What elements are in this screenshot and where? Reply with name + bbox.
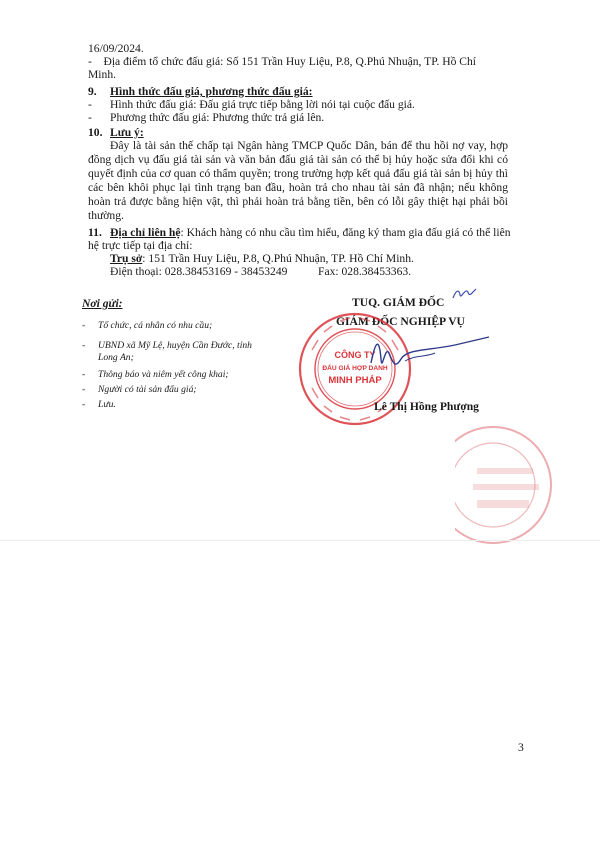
section-10-number: 10. <box>88 126 103 139</box>
phone-number: Điện thoại: 028.38453169 - 38453249 <box>110 265 288 278</box>
section-11-text-cont: hệ trực tiếp tại địa chỉ: <box>88 239 193 252</box>
section-9-line-2: Phương thức đấu giá: Phương thức trả giá lên. <box>110 111 325 124</box>
signer-name: Lê Thị Hồng Phượng <box>374 400 479 413</box>
auction-location: - Địa điểm tổ chức đấu giá: Số 151 Trần Huy Liệu, P.8, Q.Phú Nhuận, TP. Hồ Chí <box>88 55 477 68</box>
recipient-2: UBND xã Mỹ Lệ, huyện Cần Đước, tỉnh <box>98 340 252 351</box>
section-9-dash-2: - <box>88 111 92 124</box>
signature-title-2: GIÁM ĐỐC NGHIỆP VỤ <box>336 315 465 328</box>
page-divider <box>0 540 600 541</box>
recipient-4: Người có tài sản đấu giá; <box>98 384 197 395</box>
recipient-dash-1: - <box>82 320 86 331</box>
page-number: 3 <box>518 741 524 754</box>
section-9-dash-1: - <box>88 98 92 111</box>
section-11-title: Địa chỉ liên hệ <box>110 226 181 239</box>
date-tail: 16/09/2024. <box>88 42 144 55</box>
recipient-1: Tổ chức, cá nhân có nhu cầu; <box>98 320 213 331</box>
recipients-title: Nơi gửi: <box>82 297 123 310</box>
signature-icon <box>365 325 495 395</box>
partial-seal-icon <box>455 420 555 550</box>
stamp-line-3: MINH PHÁP <box>328 375 382 386</box>
stamp-line-2: ĐẤU GIÁ HỢP DANH <box>322 365 388 372</box>
recipient-dash-5: - <box>82 399 86 410</box>
recipient-2-cont: Long An; <box>98 352 134 363</box>
office-address: : 151 Trần Huy Liệu, P.8, Q.Phú Nhuận, TP. Hồ Chí Minh. <box>142 252 414 265</box>
section-11-text: : Khách hàng có nhu cầu tìm hiểu, đăng ký tham gia đấu giá có thể liên <box>180 226 511 239</box>
section-11-number: 11. <box>88 226 102 239</box>
recipient-dash-2: - <box>82 340 86 351</box>
section-10-body: Đây là tài sản thế chấp tại Ngân hàng TMCP Quốc Dân, bán để thu hồi nợ vay, hợp đồng dịch vụ đấu giá tài sản và văn bản đấu giá tài sản có thể bị hủy hoặc sửa đổi khi có quyết định của cơ quan có thẩm quyền; trong trường hợp kết quả đấu giá tài sản bị hủy thì các bên khôi phục lại tình trạng ban đầu, hoàn trả cho nhau tài sản đã nhận; nếu không hoàn trả được bằng hiện vật, thì phải hoàn trả bằng tiền, bên có lỗi gây thiệt hại phải bồi thường. <box>88 139 508 222</box>
stamp-line-1: CÔNG TY <box>334 350 376 360</box>
office-label: Trụ sở <box>110 252 143 265</box>
auction-location-cont: Minh. <box>88 68 117 81</box>
recipient-dash-4: - <box>82 384 86 395</box>
signature-title-1: TUQ. GIÁM ĐỐC <box>352 296 445 309</box>
initial-mark-icon <box>450 286 480 302</box>
recipient-dash-3: - <box>82 369 86 380</box>
office-line <box>110 252 414 266</box>
section-11-line <box>110 226 511 240</box>
section-9-line-1: Hình thức đấu giá: Đấu giá trực tiếp bằng lời nói tại cuộc đấu giá. <box>110 98 415 111</box>
section-9-title: Hình thức đấu giá, phương thức đấu giá: <box>110 85 313 98</box>
fax-number: Fax: 028.38453363. <box>318 265 412 278</box>
section-10-title: Lưu ý: <box>110 126 144 139</box>
section-9-number: 9. <box>88 85 97 98</box>
recipient-3: Thông báo và niêm yết công khai; <box>98 369 229 380</box>
recipient-5: Lưu. <box>98 399 116 410</box>
